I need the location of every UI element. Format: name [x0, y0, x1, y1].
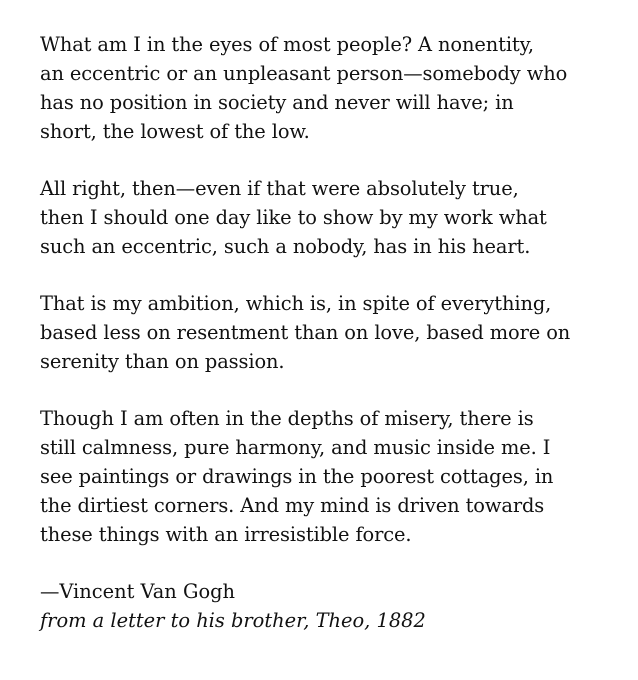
text-line: All right, then—even if that were absolutely true,: [40, 177, 519, 200]
text-line: serenity than on passion.: [40, 350, 285, 373]
text-line: still calmness, pure harmony, and music inside me. I: [40, 436, 551, 459]
text-line: see paintings or drawings in the poorest cottages, in: [40, 465, 554, 488]
paragraph-1: [40, 30, 610, 146]
source-citation: from a letter to his brother, Theo, 1882: [40, 609, 426, 632]
text-line: Though I am often in the depths of misery, there is: [40, 407, 534, 430]
text-line: an eccentric or an unpleasant person—somebody who: [40, 62, 568, 85]
text-line: has no position in society and never will have; in: [40, 91, 514, 114]
attribution: [40, 577, 610, 635]
text-line: based less on resentment than on love, based more on: [40, 321, 571, 344]
text-line: these things with an irresistible force.: [40, 523, 412, 546]
text-line: short, the lowest of the low.: [40, 120, 310, 143]
paragraph-2: [40, 174, 610, 261]
text-line: the dirtiest corners. And my mind is driven towards: [40, 494, 545, 517]
text-line: What am I in the eyes of most people? A nonentity,: [40, 33, 534, 56]
quote-page: [40, 30, 610, 635]
text-line: That is my ambition, which is, in spite of everything,: [40, 292, 552, 315]
paragraph-4: [40, 404, 610, 549]
text-line: then I should one day like to show by my work what: [40, 206, 547, 229]
paragraph-3: [40, 289, 610, 376]
author-name: —Vincent Van Gogh: [40, 580, 236, 603]
text-line: such an eccentric, such a nobody, has in his heart.: [40, 235, 531, 258]
